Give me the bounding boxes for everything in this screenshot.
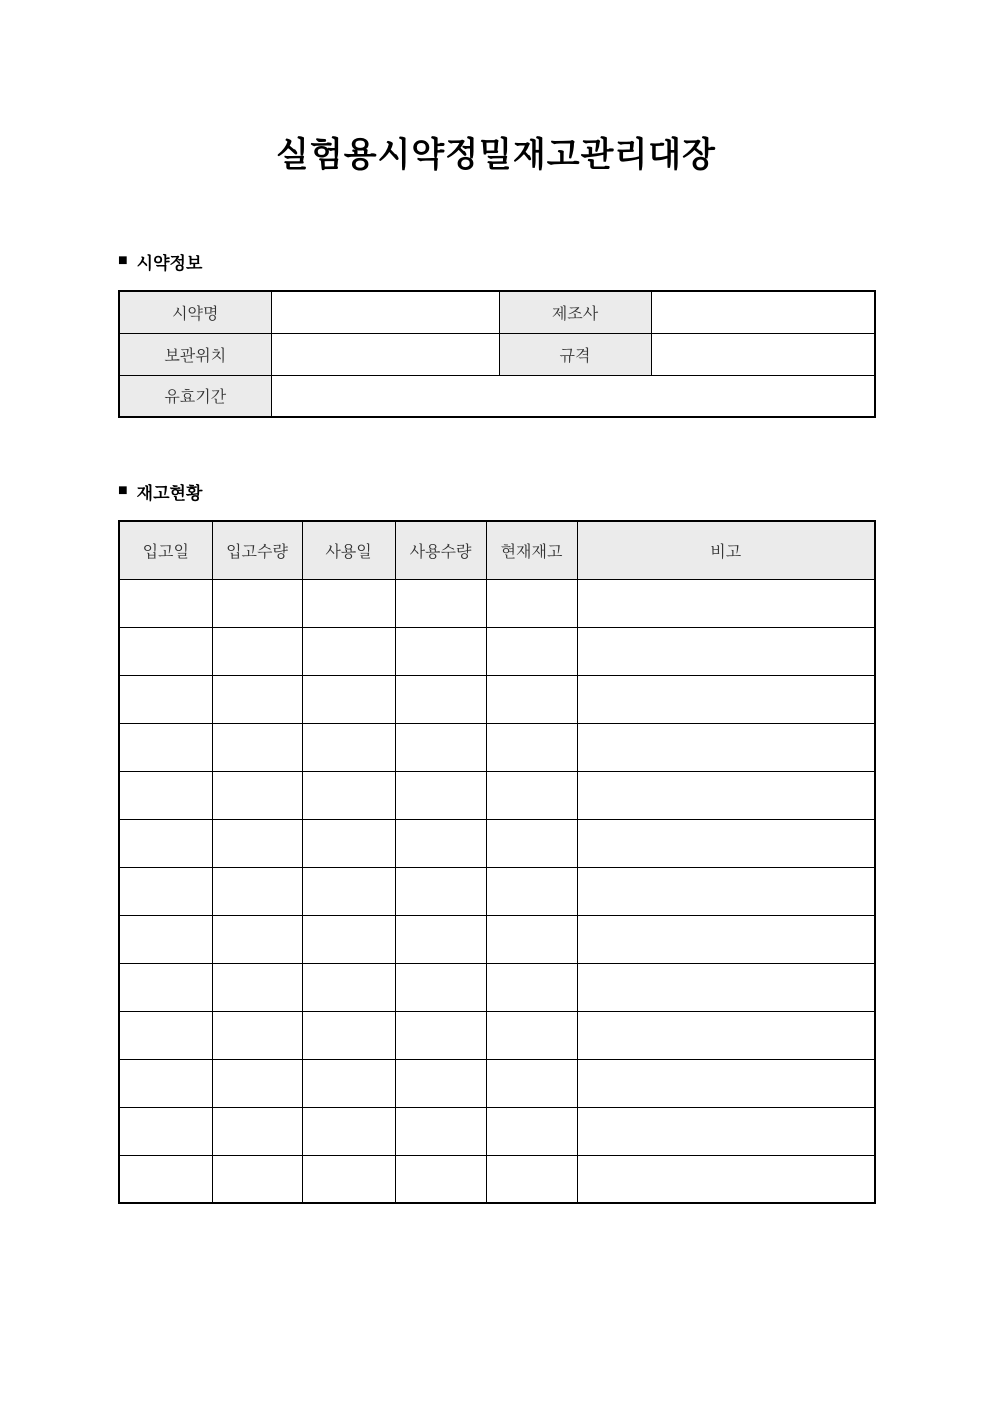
section-header-reagent-info <box>118 249 202 274</box>
reagent-name-value <box>271 291 499 333</box>
empty-cell <box>212 867 302 915</box>
empty-cell <box>212 723 302 771</box>
table-row <box>119 1155 875 1203</box>
table-row <box>119 963 875 1011</box>
empty-cell <box>486 579 577 627</box>
empty-cell <box>119 627 212 675</box>
empty-cell <box>212 819 302 867</box>
empty-cell <box>119 579 212 627</box>
table-row <box>119 771 875 819</box>
manufacturer-value <box>651 291 875 333</box>
empty-cell <box>119 723 212 771</box>
empty-cell <box>119 1059 212 1107</box>
empty-cell <box>212 675 302 723</box>
table-row <box>119 1059 875 1107</box>
empty-cell <box>486 1155 577 1203</box>
empty-cell <box>395 1011 486 1059</box>
empty-cell <box>486 963 577 1011</box>
empty-cell <box>395 963 486 1011</box>
empty-cell <box>395 1155 486 1203</box>
table-row <box>119 915 875 963</box>
empty-cell <box>486 1107 577 1155</box>
empty-cell <box>119 867 212 915</box>
specification-label: 규격 <box>499 333 651 375</box>
column-header-note: 비고 <box>577 521 875 579</box>
empty-cell <box>119 915 212 963</box>
empty-cell <box>486 915 577 963</box>
empty-cell <box>577 963 875 1011</box>
empty-cell <box>486 675 577 723</box>
square-bullet-icon: ■ <box>118 251 128 269</box>
empty-cell <box>486 1059 577 1107</box>
empty-cell <box>395 771 486 819</box>
empty-cell <box>119 963 212 1011</box>
empty-cell <box>212 1059 302 1107</box>
specification-value <box>651 333 875 375</box>
section-header-inventory <box>118 479 202 504</box>
empty-cell <box>486 1011 577 1059</box>
empty-cell <box>302 579 395 627</box>
empty-cell <box>395 579 486 627</box>
empty-cell <box>577 579 875 627</box>
table-row <box>119 819 875 867</box>
empty-cell <box>119 819 212 867</box>
column-header-use-qty: 사용수량 <box>395 521 486 579</box>
storage-location-value <box>271 333 499 375</box>
table-row <box>119 1107 875 1155</box>
empty-cell <box>302 1059 395 1107</box>
empty-cell <box>577 867 875 915</box>
empty-cell <box>577 1011 875 1059</box>
reagent-name-label: 시약명 <box>119 291 271 333</box>
empty-cell <box>577 819 875 867</box>
empty-cell <box>302 675 395 723</box>
column-header-use-date: 사용일 <box>302 521 395 579</box>
empty-cell <box>119 1011 212 1059</box>
empty-cell <box>302 819 395 867</box>
empty-cell <box>212 1107 302 1155</box>
section-title-inventory: 재고현황 <box>136 484 203 503</box>
empty-cell <box>395 627 486 675</box>
column-header-stock: 현재재고 <box>486 521 577 579</box>
empty-cell <box>302 963 395 1011</box>
empty-cell <box>302 1155 395 1203</box>
page-title: 실험용시약정밀재고관리대장 <box>276 136 716 174</box>
empty-cell <box>212 963 302 1011</box>
empty-cell <box>395 723 486 771</box>
empty-cell <box>212 579 302 627</box>
empty-cell <box>577 675 875 723</box>
empty-cell <box>119 675 212 723</box>
inventory-table <box>118 520 876 1204</box>
empty-cell <box>577 723 875 771</box>
empty-cell <box>302 771 395 819</box>
table-header-row <box>119 521 875 579</box>
empty-cell <box>486 819 577 867</box>
empty-cell <box>302 867 395 915</box>
reagent-info-table <box>118 290 876 418</box>
empty-cell <box>212 1011 302 1059</box>
empty-cell <box>577 627 875 675</box>
column-header-in-qty: 입고수량 <box>212 521 302 579</box>
storage-location-label: 보관위치 <box>119 333 271 375</box>
empty-cell <box>302 723 395 771</box>
empty-cell <box>486 627 577 675</box>
empty-cell <box>302 627 395 675</box>
table-row <box>119 375 875 417</box>
empty-cell <box>577 771 875 819</box>
manufacturer-label: 제조사 <box>499 291 651 333</box>
empty-cell <box>486 723 577 771</box>
inventory-table-body <box>119 579 875 1203</box>
empty-cell <box>486 867 577 915</box>
table-row <box>119 867 875 915</box>
empty-cell <box>119 1107 212 1155</box>
empty-cell <box>395 819 486 867</box>
table-row <box>119 333 875 375</box>
table-row <box>119 291 875 333</box>
empty-cell <box>577 1107 875 1155</box>
empty-cell <box>577 1155 875 1203</box>
expiration-date-label: 유효기간 <box>119 375 271 417</box>
empty-cell <box>302 1107 395 1155</box>
empty-cell <box>577 915 875 963</box>
section-title-reagent-info: 시약정보 <box>136 254 203 273</box>
empty-cell <box>212 915 302 963</box>
empty-cell <box>212 1155 302 1203</box>
table-row <box>119 1011 875 1059</box>
empty-cell <box>212 627 302 675</box>
empty-cell <box>302 915 395 963</box>
column-header-in-date: 입고일 <box>119 521 212 579</box>
empty-cell <box>119 1155 212 1203</box>
empty-cell <box>395 1107 486 1155</box>
empty-cell <box>486 771 577 819</box>
empty-cell <box>577 1059 875 1107</box>
empty-cell <box>395 867 486 915</box>
empty-cell <box>395 915 486 963</box>
empty-cell <box>119 771 212 819</box>
empty-cell <box>395 1059 486 1107</box>
empty-cell <box>302 1011 395 1059</box>
table-row <box>119 579 875 627</box>
expiration-date-value <box>271 375 875 417</box>
square-bullet-icon: ■ <box>118 481 128 499</box>
table-row <box>119 627 875 675</box>
empty-cell <box>395 675 486 723</box>
table-row <box>119 723 875 771</box>
empty-cell <box>212 771 302 819</box>
table-row <box>119 675 875 723</box>
